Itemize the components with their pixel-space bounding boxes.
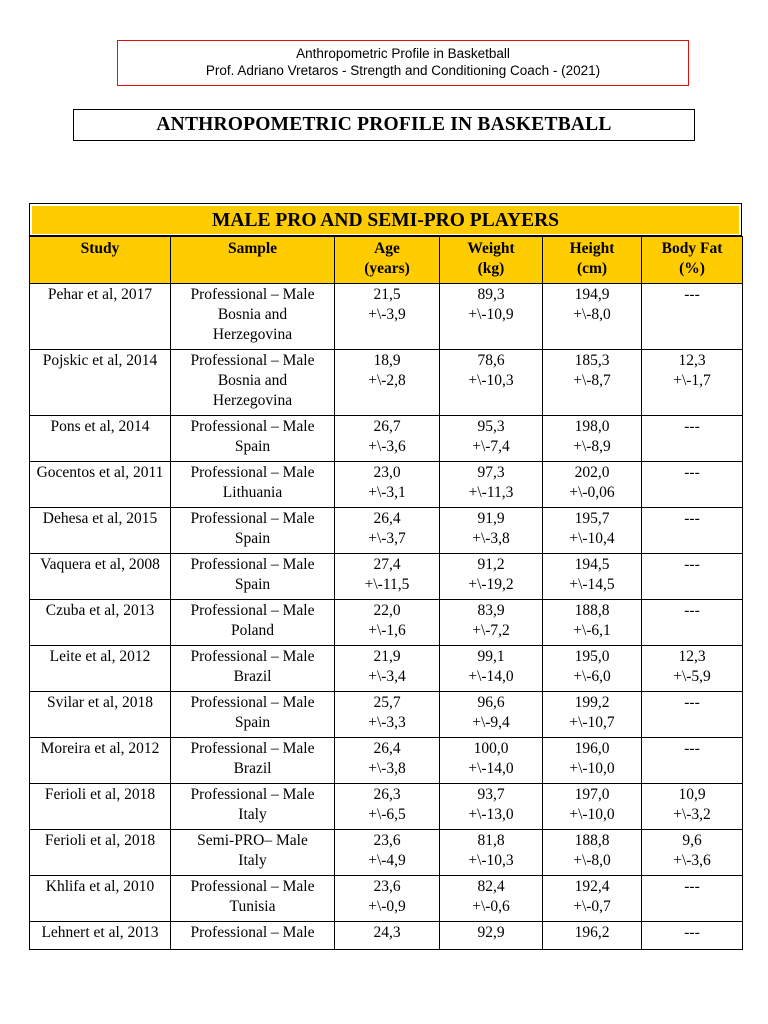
cell-study: Pons et al, 2014 [30, 416, 171, 462]
cell-age [335, 554, 440, 600]
cell-weight-line: 91,9 [477, 510, 505, 527]
cell-age [335, 922, 440, 950]
table-row [30, 646, 743, 692]
cell-weight-line: 100,0 [473, 740, 509, 757]
cell-sample [171, 284, 335, 350]
cell-weight [440, 462, 543, 508]
cell-age-line: +\-3,7 [368, 530, 406, 547]
cell-height-line: 194,9 [574, 286, 610, 303]
table-row [30, 462, 743, 508]
cell-sample-line: Semi-PRO– Male [197, 832, 308, 849]
cell-height [543, 508, 642, 554]
cell-body-fat-line: +\-5,9 [673, 668, 711, 685]
cell-study: Pehar et al, 2017 [30, 284, 171, 350]
cell-weight [440, 738, 543, 784]
document-header-box [117, 40, 689, 86]
header-line-2: Prof. Adriano Vretaros - Strength and Conditioning Coach - (2021) [205, 63, 601, 78]
cell-study: Moreira et al, 2012 [30, 738, 171, 784]
cell-height-line: 195,7 [574, 510, 610, 527]
cell-body-fat-line: 12,3 [678, 352, 706, 369]
cell-body-fat-line: +\-1,7 [673, 372, 711, 389]
cell-body-fat-line: --- [684, 924, 700, 941]
cell-height-line: 202,0 [574, 464, 610, 481]
cell-weight-line: +\-14,0 [468, 668, 514, 685]
cell-height [543, 738, 642, 784]
cell-age-line: 26,3 [373, 786, 401, 803]
cell-age-line: +\-3,3 [368, 714, 406, 731]
cell-study: Czuba et al, 2013 [30, 600, 171, 646]
table-row [30, 284, 743, 350]
cell-study: Vaquera et al, 2008 [30, 554, 171, 600]
cell-age-line: +\-3,1 [368, 484, 406, 501]
cell-age-line: 22,0 [373, 602, 401, 619]
cell-body-fat [642, 416, 743, 462]
cell-height-line: 185,3 [574, 352, 610, 369]
table-row [30, 600, 743, 646]
cell-weight [440, 784, 543, 830]
cell-weight-line: +\-3,8 [472, 530, 510, 547]
cell-height-line: 188,8 [574, 602, 610, 619]
cell-height [543, 284, 642, 350]
column-header-weight: Weight (kg) [440, 237, 543, 284]
cell-sample-line: Bosnia and [217, 372, 288, 389]
cell-sample [171, 600, 335, 646]
cell-weight [440, 876, 543, 922]
cell-weight-line: 91,2 [477, 556, 505, 573]
cell-sample-line: Italy [238, 852, 267, 869]
cell-height [543, 350, 642, 416]
cell-height-line: 197,0 [574, 786, 610, 803]
cell-age-line: 21,9 [373, 648, 401, 665]
cell-age [335, 784, 440, 830]
cell-weight-line: +\-11,3 [468, 484, 514, 501]
cell-body-fat [642, 462, 743, 508]
cell-study: Dehesa et al, 2015 [30, 508, 171, 554]
cell-age [335, 416, 440, 462]
table-row [30, 350, 743, 416]
cell-height-line: 192,4 [574, 878, 610, 895]
cell-weight-line: 81,8 [477, 832, 505, 849]
cell-height [543, 784, 642, 830]
cell-age [335, 646, 440, 692]
cell-age-line: +\-4,9 [368, 852, 406, 869]
cell-height [543, 416, 642, 462]
cell-body-fat [642, 784, 743, 830]
cell-body-fat-line: --- [684, 510, 700, 527]
cell-weight [440, 600, 543, 646]
table-row [30, 876, 743, 922]
cell-body-fat [642, 600, 743, 646]
cell-body-fat [642, 692, 743, 738]
cell-age-line: 24,3 [373, 924, 401, 941]
cell-sample-line: Professional – Male [190, 786, 315, 803]
cell-sample-line: Spain [234, 576, 271, 593]
cell-sample-line: Italy [238, 806, 267, 823]
cell-sample [171, 692, 335, 738]
cell-body-fat-line: 12,3 [678, 648, 706, 665]
cell-sample-line: Spain [234, 714, 271, 731]
cell-height-line: +\-8,0 [573, 852, 611, 869]
cell-body-fat-line: --- [684, 464, 700, 481]
cell-body-fat-line: --- [684, 556, 700, 573]
cell-age-line: 23,6 [373, 878, 401, 895]
cell-height-line: 196,0 [574, 740, 610, 757]
cell-height-line: +\-10,4 [569, 530, 615, 547]
cell-weight-line: 97,3 [477, 464, 505, 481]
cell-height [543, 462, 642, 508]
table-row [30, 830, 743, 876]
section-title-box [29, 203, 742, 236]
cell-weight [440, 830, 543, 876]
section-title: MALE PRO AND SEMI-PRO PLAYERS [32, 206, 739, 234]
cell-weight [440, 554, 543, 600]
cell-height [543, 554, 642, 600]
cell-age [335, 738, 440, 784]
cell-study: Ferioli et al, 2018 [30, 784, 171, 830]
cell-study: Pojskic et al, 2014 [30, 350, 171, 416]
cell-weight-line: 82,4 [477, 878, 505, 895]
table-body [30, 284, 743, 950]
cell-sample-line: Professional – Male [190, 602, 315, 619]
cell-age [335, 462, 440, 508]
cell-height [543, 876, 642, 922]
cell-height [543, 600, 642, 646]
cell-sample-line: Professional – Male [190, 740, 315, 757]
data-table-container [29, 203, 742, 950]
cell-sample [171, 876, 335, 922]
cell-weight-line: 96,6 [477, 694, 505, 711]
cell-weight-line: +\-10,9 [468, 306, 514, 323]
cell-body-fat [642, 646, 743, 692]
cell-sample-line: Professional – Male [190, 464, 315, 481]
cell-sample-line: Professional – Male [190, 694, 315, 711]
cell-age-line: +\-3,6 [368, 438, 406, 455]
cell-height-line: +\-10,0 [569, 760, 615, 777]
cell-weight-line: +\-10,3 [468, 372, 514, 389]
table-row [30, 738, 743, 784]
cell-body-fat-line: 10,9 [678, 786, 706, 803]
cell-body-fat [642, 922, 743, 950]
cell-height-line: +\-14,5 [569, 576, 615, 593]
cell-age-line: +\-1,6 [368, 622, 406, 639]
cell-weight-line: +\-9,4 [472, 714, 510, 731]
table-row [30, 692, 743, 738]
cell-age [335, 350, 440, 416]
cell-weight [440, 922, 543, 950]
cell-body-fat-line: +\-3,6 [673, 852, 711, 869]
cell-sample-line: Professional – Male [190, 352, 315, 369]
cell-age-line: +\-6,5 [368, 806, 406, 823]
table-header-row [30, 237, 743, 284]
cell-sample-line: Professional – Male [190, 556, 315, 573]
cell-age-line: 23,6 [373, 832, 401, 849]
cell-age-line: 23,0 [373, 464, 401, 481]
cell-body-fat [642, 830, 743, 876]
cell-study: Gocentos et al, 2011 [30, 462, 171, 508]
cell-sample-line: Professional – Male [190, 878, 315, 895]
cell-age-line: 18,9 [373, 352, 401, 369]
column-header-age: Age (years) [335, 237, 440, 284]
cell-height-line: +\-0,06 [569, 484, 615, 501]
cell-sample [171, 830, 335, 876]
cell-height-line: +\-6,0 [573, 668, 611, 685]
cell-body-fat [642, 876, 743, 922]
cell-sample-line: Poland [230, 622, 275, 639]
cell-body-fat-line: --- [684, 878, 700, 895]
cell-age [335, 508, 440, 554]
cell-sample [171, 738, 335, 784]
cell-body-fat [642, 508, 743, 554]
cell-age-line: 25,7 [373, 694, 401, 711]
cell-sample-line: Herzegovina [212, 392, 293, 409]
cell-sample [171, 508, 335, 554]
cell-height-line: 198,0 [574, 418, 610, 435]
cell-weight [440, 646, 543, 692]
cell-weight-line: +\-14,0 [468, 760, 514, 777]
cell-sample-line: Tunisia [229, 898, 276, 915]
cell-sample-line: Professional – Male [190, 418, 315, 435]
cell-height [543, 692, 642, 738]
cell-age [335, 692, 440, 738]
cell-weight-line: 83,9 [477, 602, 505, 619]
cell-body-fat-line: --- [684, 286, 700, 303]
cell-body-fat [642, 554, 743, 600]
cell-age [335, 876, 440, 922]
cell-study: Ferioli et al, 2018 [30, 830, 171, 876]
cell-age-line: +\-0,9 [368, 898, 406, 915]
cell-sample [171, 462, 335, 508]
cell-age-line: +\-3,4 [368, 668, 406, 685]
cell-body-fat-line: --- [684, 602, 700, 619]
cell-weight-line: 95,3 [477, 418, 505, 435]
cell-height-line: +\-6,1 [573, 622, 611, 639]
cell-weight-line: 99,1 [477, 648, 505, 665]
cell-study: Lehnert et al, 2013 [30, 922, 171, 950]
cell-sample [171, 922, 335, 950]
cell-height-line: +\-8,7 [573, 372, 611, 389]
cell-weight-line: +\-7,2 [472, 622, 510, 639]
cell-age-line: 27,4 [373, 556, 401, 573]
cell-age-line: +\-3,8 [368, 760, 406, 777]
cell-age-line: +\-2,8 [368, 372, 406, 389]
cell-weight-line: 89,3 [477, 286, 505, 303]
cell-height-line: +\-10,7 [569, 714, 615, 731]
cell-study: Khlifa et al, 2010 [30, 876, 171, 922]
cell-study: Svilar et al, 2018 [30, 692, 171, 738]
cell-weight-line: +\-10,3 [468, 852, 514, 869]
cell-height-line: +\-8,9 [573, 438, 611, 455]
cell-weight-line: 92,9 [477, 924, 505, 941]
cell-height [543, 646, 642, 692]
cell-weight-line: +\-7,4 [472, 438, 510, 455]
cell-age-line: +\-11,5 [364, 576, 410, 593]
cell-weight-line: +\-13,0 [468, 806, 514, 823]
cell-weight [440, 692, 543, 738]
table-row [30, 508, 743, 554]
column-header-height: Height (cm) [543, 237, 642, 284]
cell-body-fat-line: +\-3,2 [673, 806, 711, 823]
cell-weight [440, 284, 543, 350]
cell-sample [171, 416, 335, 462]
table-row [30, 416, 743, 462]
cell-sample-line: Brazil [233, 668, 272, 685]
cell-sample-line: Professional – Male [190, 510, 315, 527]
cell-age [335, 284, 440, 350]
cell-study: Leite et al, 2012 [30, 646, 171, 692]
cell-sample-line: Professional – Male [190, 924, 315, 941]
cell-height-line: 195,0 [574, 648, 610, 665]
cell-body-fat-line: 9,6 [682, 832, 702, 849]
cell-weight-line: 78,6 [477, 352, 505, 369]
cell-body-fat [642, 350, 743, 416]
cell-sample [171, 784, 335, 830]
cell-body-fat-line: --- [684, 694, 700, 711]
cell-weight-line: +\-0,6 [472, 898, 510, 915]
cell-height-line: 194,5 [574, 556, 610, 573]
cell-sample [171, 646, 335, 692]
cell-body-fat [642, 738, 743, 784]
table-row [30, 554, 743, 600]
table-row [30, 784, 743, 830]
cell-age-line: 26,7 [373, 418, 401, 435]
table-row [30, 922, 743, 950]
cell-sample [171, 554, 335, 600]
cell-sample-line: Brazil [233, 760, 272, 777]
cell-body-fat-line: --- [684, 740, 700, 757]
cell-age-line: +\-3,9 [368, 306, 406, 323]
column-header-study: Study [30, 237, 171, 284]
cell-height-line: +\-8,0 [573, 306, 611, 323]
cell-age-line: 26,4 [373, 510, 401, 527]
cell-age [335, 600, 440, 646]
cell-sample-line: Lithuania [222, 484, 283, 501]
anthropometric-table [29, 236, 743, 950]
cell-height-line: 199,2 [574, 694, 610, 711]
cell-body-fat [642, 284, 743, 350]
cell-body-fat-line: --- [684, 418, 700, 435]
cell-weight-line: 93,7 [477, 786, 505, 803]
cell-age-line: 26,4 [373, 740, 401, 757]
cell-weight [440, 508, 543, 554]
cell-sample-line: Bosnia and [217, 306, 288, 323]
cell-height-line: 196,2 [574, 924, 610, 941]
cell-weight-line: +\-19,2 [468, 576, 514, 593]
cell-height-line: +\-0,7 [573, 898, 611, 915]
cell-height [543, 830, 642, 876]
page-title: ANTHROPOMETRIC PROFILE IN BASKETBALL [73, 109, 695, 141]
cell-age [335, 830, 440, 876]
header-line-1: Anthropometric Profile in Basketball [296, 46, 510, 61]
column-header-sample: Sample [171, 237, 335, 284]
cell-weight [440, 350, 543, 416]
cell-weight [440, 416, 543, 462]
cell-height-line: +\-10,0 [569, 806, 615, 823]
cell-age-line: 21,5 [373, 286, 401, 303]
cell-height-line: 188,8 [574, 832, 610, 849]
cell-sample-line: Professional – Male [190, 286, 315, 303]
cell-sample-line: Herzegovina [212, 326, 293, 343]
cell-height [543, 922, 642, 950]
column-header-body-fat: Body Fat (%) [642, 237, 743, 284]
cell-sample-line: Professional – Male [190, 648, 315, 665]
cell-sample-line: Spain [234, 438, 271, 455]
cell-sample-line: Spain [234, 530, 271, 547]
cell-sample [171, 350, 335, 416]
